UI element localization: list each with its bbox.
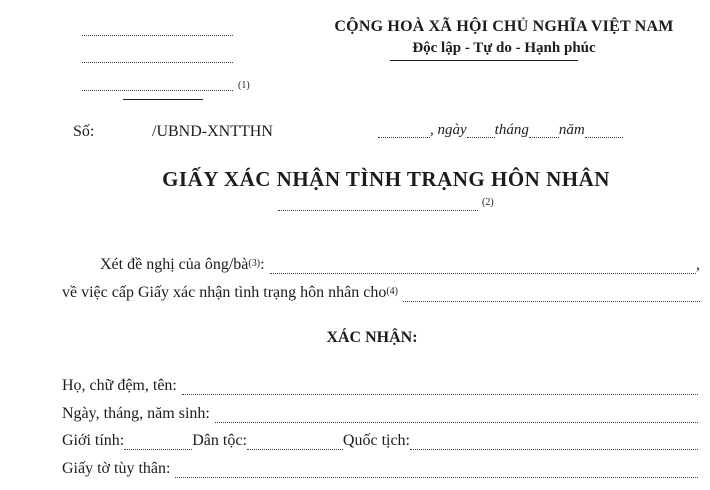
document-title: GIẤY XÁC NHẬN TÌNH TRẠNG HÔN NHÂN: [162, 167, 610, 191]
date-word-ngay: , ngày: [430, 122, 467, 138]
national-title: CỘNG HOÀ XÃ HỘI CHỦ NGHĨA VIỆT NAM: [334, 18, 674, 35]
motto-underline-rule: [390, 58, 578, 61]
dob-label: Ngày, tháng, năm sinh:: [62, 405, 210, 422]
full-name-blank: [182, 394, 698, 395]
nationality-label: Quốc tịch:: [342, 432, 410, 449]
field-identity-document: [62, 455, 698, 483]
nationality-blank: [410, 449, 698, 450]
purpose-blank: [403, 301, 700, 302]
footnote-ref-3: (3): [248, 258, 261, 269]
preamble-line-2: [62, 279, 700, 307]
confirmation-heading: XÁC NHẬN:: [326, 329, 418, 346]
day-blank: [467, 137, 495, 138]
authority-blank-line-2: [82, 62, 233, 63]
footnote-ref-4: (4): [386, 286, 398, 297]
ethnicity-label: Dân tộc:: [192, 432, 247, 449]
field-full-name: [62, 372, 698, 400]
gender-blank: [124, 449, 192, 450]
national-header: [322, 16, 686, 61]
field-gender-ethnicity-nationality: [62, 427, 698, 455]
authority-blank-line-3: [82, 90, 233, 91]
title-blank-line: [278, 210, 478, 211]
full-name-label: Họ, chữ đệm, tên:: [62, 377, 177, 394]
preamble-colon: :: [260, 256, 265, 273]
footnote-ref-1: (1): [238, 80, 250, 91]
date-word-nam: năm: [558, 122, 585, 138]
doc-number-label: Số:: [73, 123, 95, 140]
preamble-request-label: Xét đề nghị của ông/bà: [100, 256, 249, 273]
id-doc-label: Giấy tờ tùy thân:: [62, 460, 171, 477]
date-word-thang: tháng: [494, 122, 529, 138]
preamble-purpose-label: về việc cấp Giấy xác nhận tình trạng hôn nhân cho: [62, 284, 387, 301]
preamble-trailing-comma: ,: [696, 256, 700, 273]
gender-label: Giới tính:: [62, 432, 125, 449]
id-doc-blank: [175, 477, 698, 478]
footnote-ref-2: (2): [482, 197, 494, 208]
authority-blank-line-1: [82, 35, 233, 36]
title-sub-blank: [278, 196, 494, 214]
year-blank: [585, 137, 623, 138]
preamble-line-1: [62, 251, 700, 279]
authority-underline-rule: [123, 99, 203, 100]
national-motto: Độc lập - Tự do - Hạnh phúc: [412, 40, 596, 56]
dob-blank: [215, 422, 698, 423]
place-blank: [378, 137, 430, 138]
doc-number-code: /UBND-XNTTHN: [152, 123, 273, 140]
requester-name-blank: [270, 273, 696, 274]
ethnicity-blank: [247, 449, 343, 450]
month-blank: [529, 137, 559, 138]
place-date-line: [378, 118, 623, 143]
field-date-of-birth: [62, 400, 698, 428]
